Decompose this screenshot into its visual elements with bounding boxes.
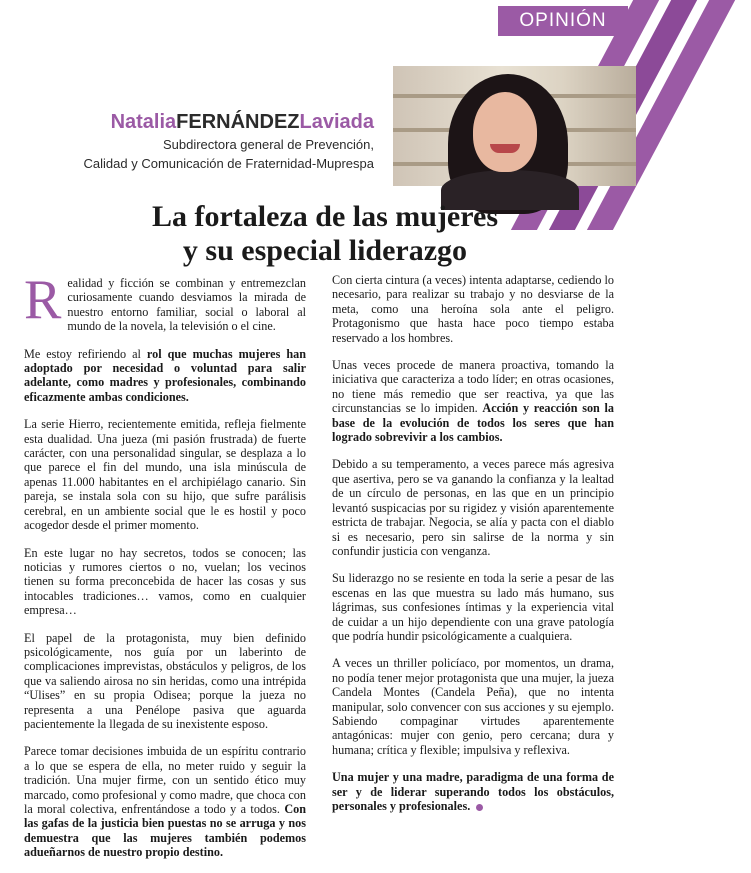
author-role-line2: Calidad y Comunicación de Fraternidad-Muprespa bbox=[83, 156, 374, 171]
paragraph-text: Me estoy refiriendo al bbox=[24, 346, 147, 361]
paragraph: Debido a su temperamento, a veces parece más agresiva que asertiva, pero se va ganando la confianza y la lealtad de un círculo de personas, en las que en un principio levantó suspicacias por su rigidez y visión aparentemente estricta de trabajar. Negocia, se alía y pacta con el diablo si es necesario, pero sin salirse de la norma y sin confundir justicia con venganza. bbox=[332, 457, 614, 558]
article-headline bbox=[40, 200, 610, 268]
paragraph bbox=[24, 347, 306, 405]
headline-line2: y su especial liderazgo bbox=[182, 234, 468, 267]
paragraph: A veces un thriller policíaco, por momentos, un drama, no podía tener mejor protagonista que una mujer, la jueza Candela Montes (Candela Peña), que no intenta manipular, solo convencer con sus acciones y su ejemplo. Sabiendo compaginar virtudes aparentemente antagónicas: mujer con genio, pero cercana; dura y humana; crítica y flexible; impulsiva y reflexiva. bbox=[332, 656, 614, 757]
drop-cap: R bbox=[24, 269, 62, 331]
author-last-name: FERNÁNDEZ bbox=[176, 111, 300, 133]
paragraph-text: Unas veces procede de manera proactiva, tomando la iniciativa que caracteriza a todo líder; en otras ocasiones, no tiene más remedio que ser reactiva, ya que las circunstancias se lo impiden. bbox=[332, 358, 614, 416]
author-first-name: Natalia bbox=[110, 111, 177, 133]
author-role-line1: Subdirectora general de Prevención, bbox=[162, 137, 374, 152]
portrait-smile bbox=[490, 144, 520, 153]
paragraph-bold: Con las gafas de la justicia bien puestas no se arruga y nos demuestra que las mujeres también podemos adueñarnos de nuestro propio destino. bbox=[24, 802, 306, 860]
paragraph: Su liderazgo no se resiente en toda la serie a pesar de las escenas en las que muestra su lado más humano, sus lágrimas, sus confesiones íntimas y la experiencia vital de cuidar a un hijo dependiente con una grave patología que podría hundir psicológicamente a cualquiera. bbox=[332, 571, 614, 643]
paragraph: En este lugar no hay secretos, todos se conocen; las noticias y rumores ciertos o no, vuelan; los vecinos tienen su forma preconcebida de hacer las cosas y sus intocables tradiciones… vamos, como en cualquier empresa… bbox=[24, 545, 306, 618]
paragraph-bold: rol que muchas mujeres han adoptado por necesidad o voluntad para salir adelante, como madres y profesionales, combinando eficazmente ambas condiciones. bbox=[24, 346, 306, 404]
paragraph-bold: Una mujer y una madre, paradigma de una forma de ser y de liderar superando todos los obstáculos, personales y profesionales. bbox=[332, 770, 614, 813]
article-column-left bbox=[24, 269, 306, 873]
portrait-face bbox=[473, 92, 537, 172]
author-name bbox=[0, 111, 374, 134]
article-column-right bbox=[332, 273, 614, 826]
paragraph bbox=[24, 744, 306, 859]
paragraph-text: Parece tomar decisiones imbuida de un espíritu contrario a lo que se espera de ella, no meter ruido y seguir la tradición. Una mujer firme, con un sentido ético muy marcado, como profesional y como madre, que choca con la moral colectiva, enfrentándose a todo y a todos. bbox=[24, 744, 306, 816]
headline-line1: La fortaleza de las mujeres bbox=[151, 200, 499, 233]
paragraph bbox=[332, 358, 614, 444]
author-photo bbox=[393, 66, 636, 186]
section-label: OPINIÓN bbox=[498, 6, 628, 36]
paragraph bbox=[24, 269, 306, 334]
end-mark-icon bbox=[476, 804, 483, 811]
author-second-last-name: Laviada bbox=[299, 111, 374, 133]
paragraph bbox=[332, 770, 614, 813]
paragraph-bold: Acción y reacción son la base de la evolución de todos los seres que han logrado sobrevivir a los cambios. bbox=[332, 401, 614, 445]
paragraph: La serie Hierro, recientemente emitida, refleja fielmente esta dualidad. Una jueza (mi pasión frustrada) de fuerte carácter, con una personalidad singular, se desplaza a lo que parece el fin del mundo, una isla minúscula de apenas 11.000 habitantes en el archipiélago canario. Sin pareja, se instala sola con su hijo, que sufre parálisis cerebral, en un ambiente social que le es hostil y poco acogedor desde el primer momento. bbox=[24, 417, 306, 533]
paragraph: El papel de la protagonista, muy bien definido psicológicamente, nos guía por un laberinto de complicaciones imprevistas, obstáculos y peligros, de los que va saliendo airosa no sin heridas, como una intrépida “Ulises” en su propia Odisea; porque la jueza no representa a una Penélope pasiva que aguarda pacientemente la llegada de su inexistente esposo. bbox=[24, 630, 306, 731]
paragraph-text: ealidad y ficción se combinan y entremezclan curiosamente cuando desviamos la mirada de nuestro entorno familiar, social o laboral al mundo de la novela, la televisión o el cine. bbox=[67, 276, 306, 334]
paragraph: Con cierta cintura (a veces) intenta adaptarse, cediendo lo necesario, para realizar su trabajo y no desviarse de la meta, como una heroína sola ante el peligro. Protagonismo que hasta hace poco tiempo estaba reservado a los hombres. bbox=[332, 273, 614, 345]
